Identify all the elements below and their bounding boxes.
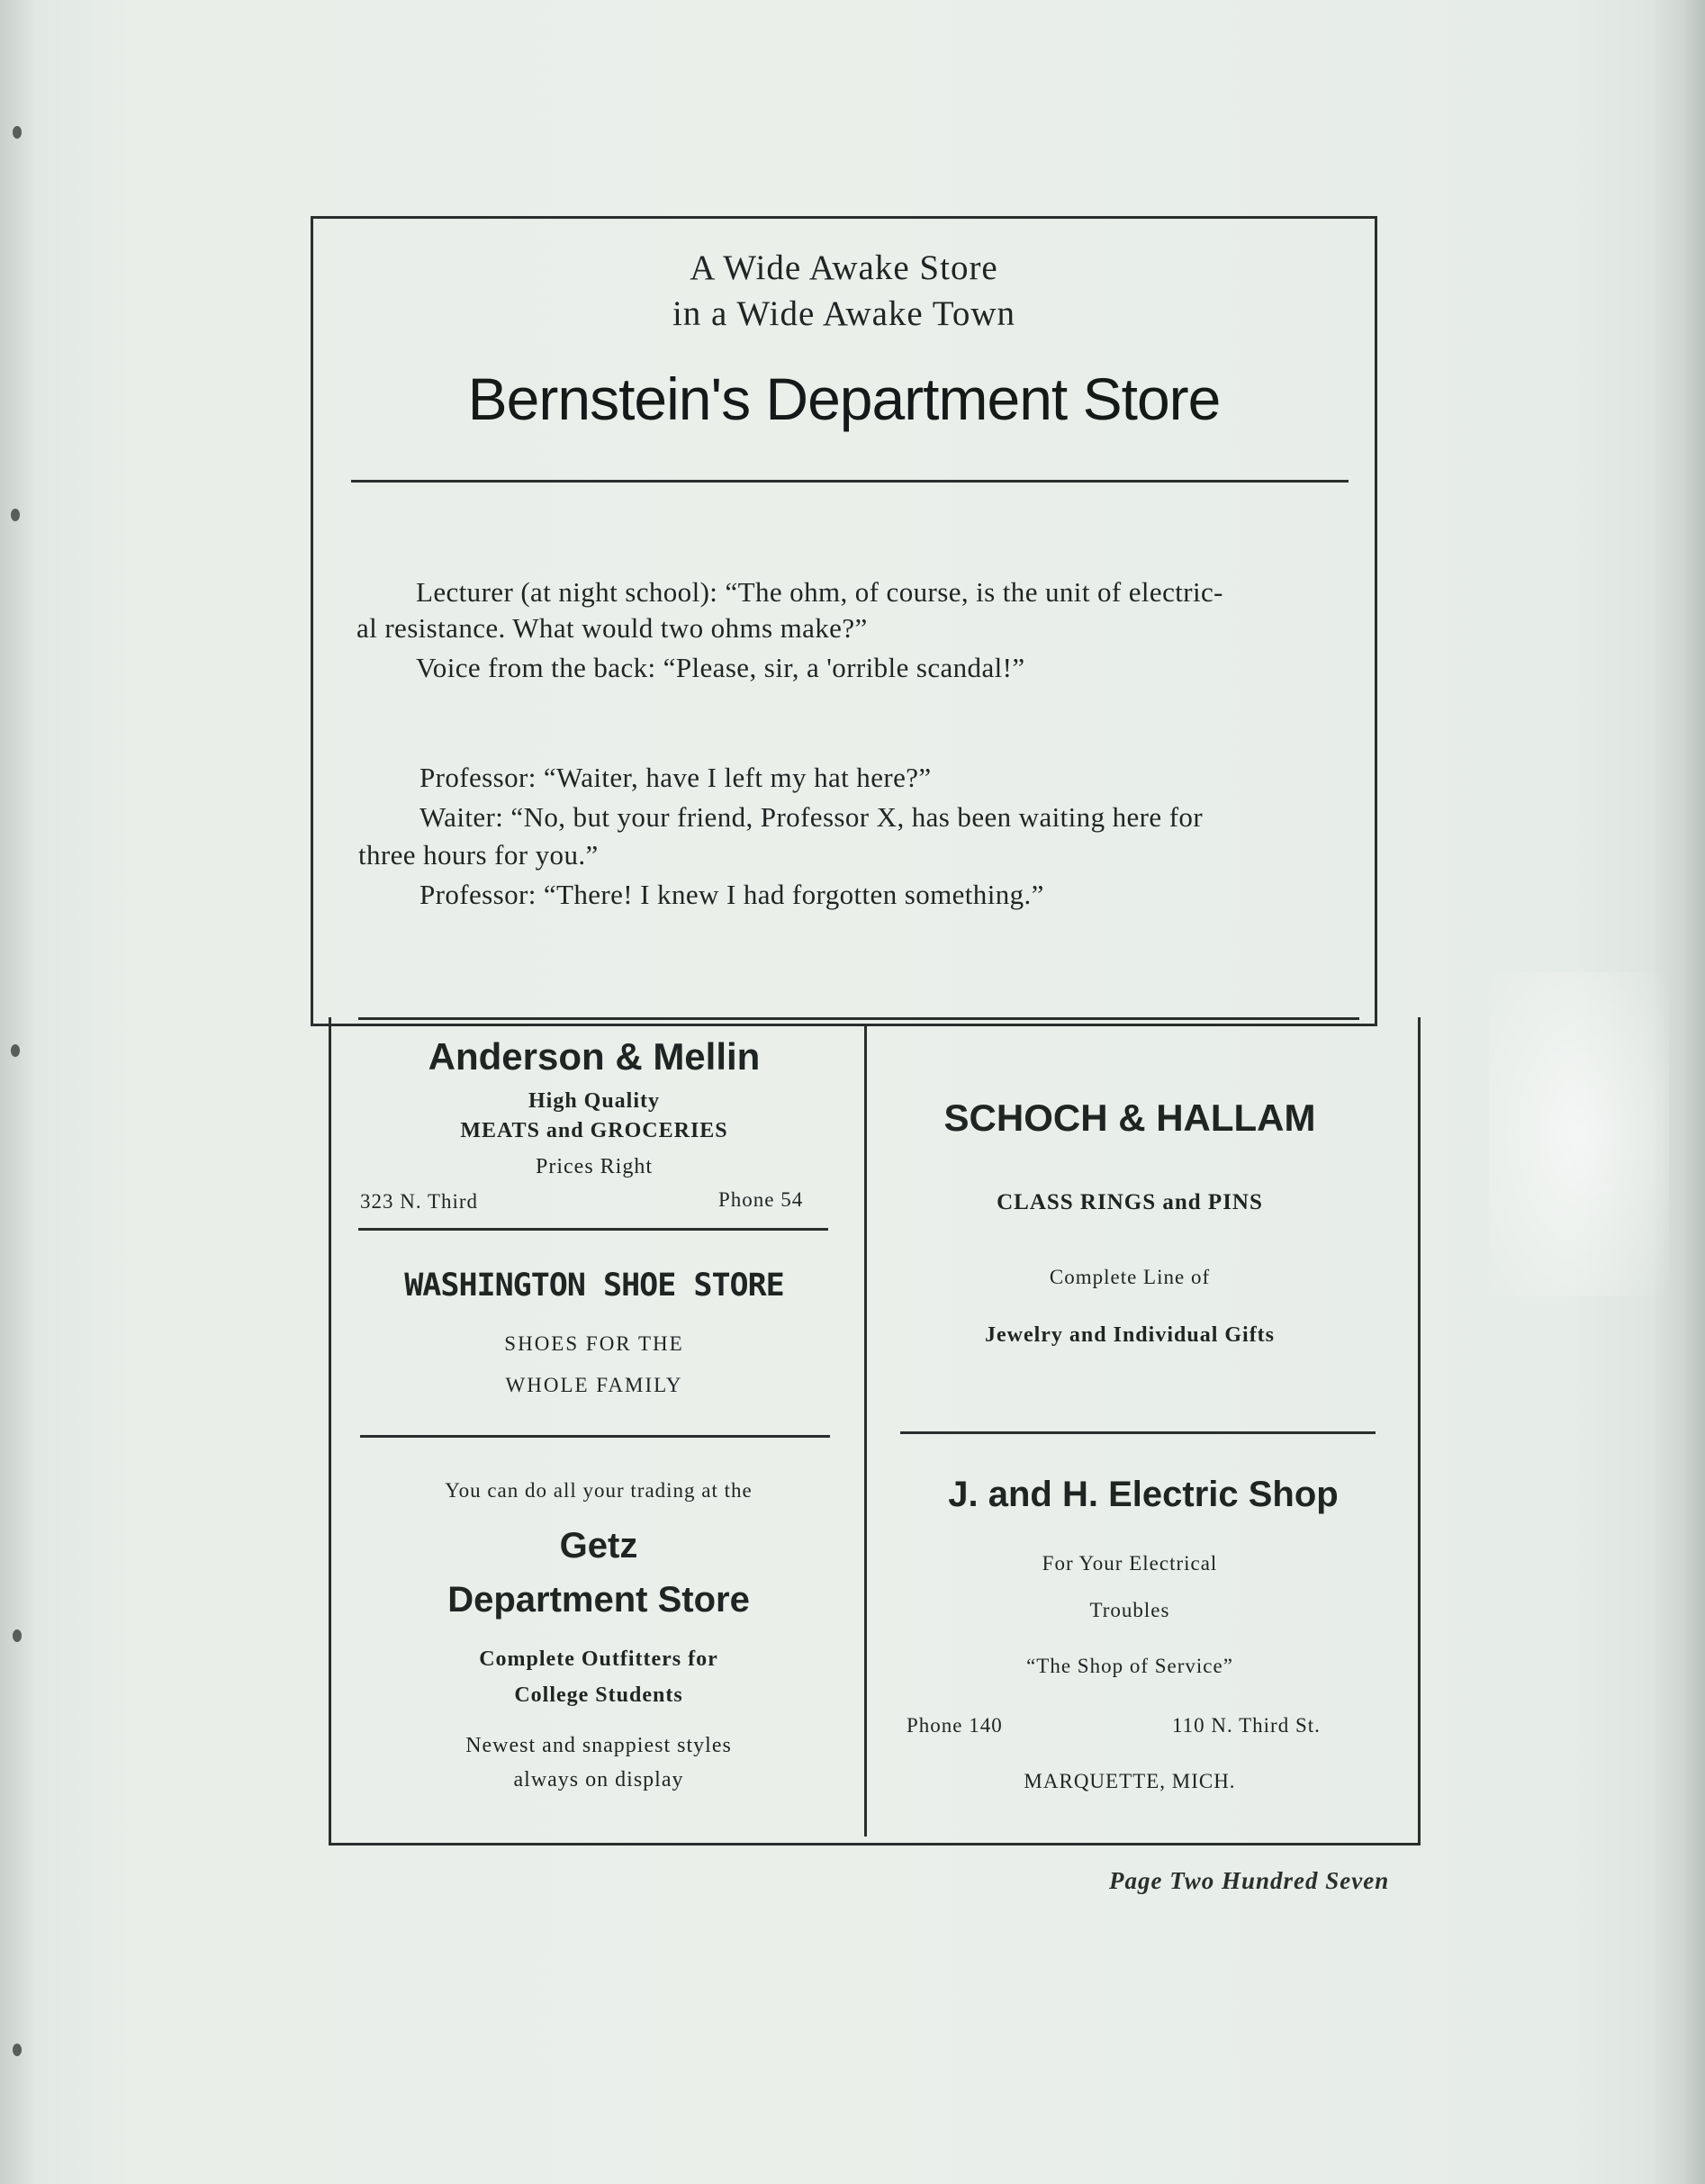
electric-name: J. and H. Electric Shop <box>948 1475 1339 1514</box>
tagline-line-2: in a Wide Awake Town <box>672 294 1016 333</box>
anderson-line-1: High Quality <box>528 1089 661 1113</box>
electric-line-3: “The Shop of Service” <box>1026 1655 1233 1677</box>
joke-2-line-1: Professor: “Waiter, have I left my hat here?” <box>419 762 932 793</box>
title-divider <box>351 480 1349 483</box>
schoch-line-2: Complete Line of <box>1049 1266 1211 1288</box>
tagline-line-1: A Wide Awake Store <box>690 248 998 287</box>
washington-name: WASHINGTON SHOE STORE <box>404 1268 784 1304</box>
schoch-line-1: CLASS RINGS and PINS <box>997 1190 1263 1214</box>
washington-line-2: WHOLE FAMILY <box>505 1374 683 1396</box>
joke-2-line-2: Waiter: “No, but your friend, Professor X, has been waiting here for <box>419 801 1204 833</box>
anderson-line-3: Prices Right <box>536 1155 653 1178</box>
store-title: Bernstein's Department Store <box>467 366 1221 432</box>
washington-line-1: SHOES FOR THE <box>504 1332 684 1355</box>
electric-city: MARQUETTE, MICH. <box>1024 1770 1236 1792</box>
ads-center-divider <box>864 1026 867 1837</box>
joke-1-line-1: Lecturer (at night school): “The ohm, of course, is the unit of electric- <box>416 576 1223 608</box>
joke-2-line-4: Professor: “There! I knew I had forgotten something.” <box>419 879 1044 910</box>
binding-hole <box>11 509 20 521</box>
electric-line-2: Troubles <box>1089 1599 1170 1621</box>
getz-line-2: College Students <box>514 1683 683 1707</box>
anderson-divider <box>358 1228 828 1231</box>
anderson-line-2: MEATS and GROCERIES <box>460 1119 728 1142</box>
paper-stain <box>1489 972 1669 1296</box>
electric-phone: Phone 140 <box>907 1714 1003 1737</box>
getz-intro: You can do all your trading at the <box>445 1479 753 1502</box>
schoch-line-3: Jewelry and Individual Gifts <box>984 1323 1276 1347</box>
binding-hole <box>11 1044 20 1057</box>
electric-line-1: For Your Electrical <box>1042 1552 1218 1575</box>
schoch-divider <box>900 1431 1376 1434</box>
joke-1-line-3: Voice from the back: “Please, sir, a 'orrible scandal!” <box>416 652 1025 683</box>
binding-hole <box>13 126 22 139</box>
binding-hole <box>13 2044 22 2056</box>
washington-divider <box>360 1435 830 1438</box>
anderson-address: 323 N. Third <box>360 1190 479 1213</box>
page-number: Page Two Hundred Seven <box>1109 1867 1390 1894</box>
anderson-name: Anderson & Mellin <box>428 1035 761 1078</box>
binding-hole <box>13 1629 22 1642</box>
joke-1-line-2: al resistance. What would two ohms make?” <box>356 612 868 644</box>
getz-line-3: Newest and snappiest styles <box>465 1734 732 1757</box>
getz-name-1: Getz <box>559 1526 638 1566</box>
getz-line-4: always on display <box>513 1768 684 1791</box>
getz-line-1: Complete Outfitters for <box>479 1647 718 1671</box>
binding-gutter <box>0 0 36 2184</box>
schoch-name: SCHOCH & HALLAM <box>943 1097 1316 1139</box>
getz-name-2: Department Store <box>447 1580 750 1620</box>
joke-2-line-3: three hours for you.” <box>358 839 599 871</box>
electric-address: 110 N. Third St. <box>1172 1714 1321 1737</box>
anderson-phone: Phone 54 <box>718 1188 804 1211</box>
